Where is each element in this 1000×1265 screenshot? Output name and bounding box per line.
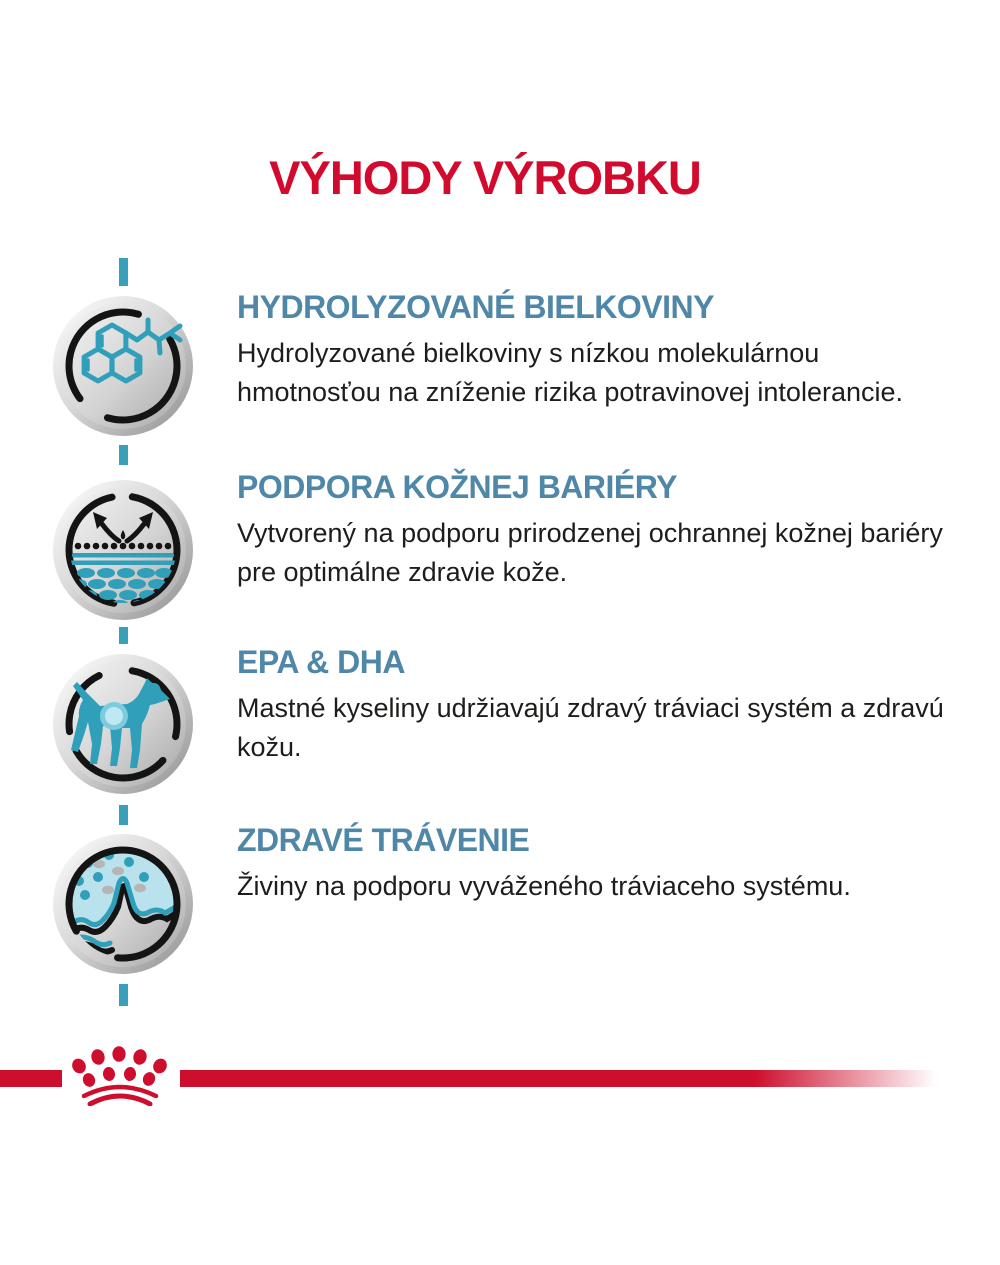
benefit-heading: PODPORA KOŽNEJ BARIÉRY [237, 469, 678, 505]
digestion-icon [52, 833, 194, 975]
connector-dash [119, 805, 128, 825]
benefit-heading: EPA & DHA [237, 644, 405, 680]
connector-dash [119, 984, 128, 1006]
molecule-icon [52, 295, 194, 437]
benefit-heading: HYDROLYZOVANÉ BIELKOVINY [237, 289, 714, 325]
benefit-body: Hydrolyzované bielkoviny s nízkou molekulárnou hmotnosťou na zníženie rizika potravinovej intolerancie. [237, 338, 903, 408]
connector-dash [119, 445, 128, 465]
page-title: VÝHODY VÝROBKU [269, 151, 701, 204]
dog-icon [52, 653, 194, 795]
footer-rule-right [180, 1070, 936, 1087]
connector-dash [119, 627, 128, 644]
skin-barrier-icon [52, 479, 194, 621]
benefit-heading: ZDRAVÉ TRÁVENIE [237, 822, 530, 858]
royal-canin-crown-paw-logo [68, 1044, 172, 1106]
benefit-body: Mastné kyseliny udržiavajú zdravý tráviaci systém a zdravú kožu. [237, 693, 944, 763]
benefit-body: Živiny na podporu vyváženého tráviaceho systému. [237, 871, 851, 902]
benefit-body: Vytvorený na podporu prirodzenej ochrannej kožnej bariéry pre optimálne zdravie kože. [237, 518, 943, 588]
footer-rule-left [0, 1070, 62, 1087]
connector-dash [119, 258, 128, 286]
